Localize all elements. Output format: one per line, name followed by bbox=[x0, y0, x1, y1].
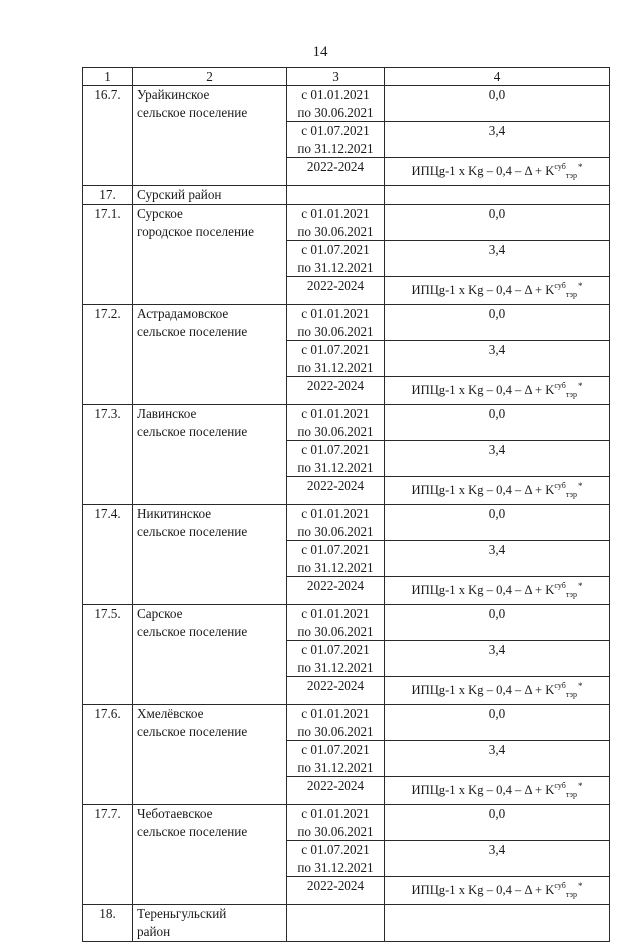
formula-asterisk: * bbox=[577, 581, 583, 591]
section-number: 17.4. bbox=[83, 505, 133, 605]
period-line: по 30.06.2021 bbox=[297, 523, 374, 539]
period-line: 2022-2024 bbox=[306, 159, 365, 174]
formula-main: ИПЦg-1 x Kg – 0,4 – Δ + K bbox=[411, 483, 555, 497]
page-number: 14 bbox=[312, 44, 328, 60]
column-header: 4 bbox=[385, 68, 610, 86]
formula-main: ИПЦg-1 x Kg – 0,4 – Δ + K bbox=[411, 164, 555, 178]
period-cell bbox=[287, 841, 385, 877]
formula-main: ИПЦg-1 x Kg – 0,4 – Δ + K bbox=[411, 383, 555, 397]
settlement-name bbox=[133, 805, 287, 905]
period-cell bbox=[287, 705, 385, 741]
table-row bbox=[83, 805, 610, 841]
formula-subscript: тэр bbox=[565, 590, 577, 599]
settlement-name bbox=[133, 205, 287, 305]
index-value: 3,4 bbox=[385, 122, 610, 158]
section-number: 17.6. bbox=[83, 705, 133, 805]
settlement-name bbox=[133, 605, 287, 705]
section-number: 17.7. bbox=[83, 805, 133, 905]
value-cell-empty bbox=[385, 905, 610, 942]
period-cell bbox=[287, 805, 385, 841]
formula-superscript: суб bbox=[554, 681, 566, 690]
formula-asterisk: * bbox=[577, 881, 583, 891]
period-line: по 31.12.2021 bbox=[297, 359, 374, 375]
period-cell bbox=[287, 205, 385, 241]
formula-asterisk: * bbox=[577, 381, 583, 391]
table-row bbox=[83, 305, 610, 341]
period-cell bbox=[287, 305, 385, 341]
period-cell bbox=[287, 122, 385, 158]
period-line: по 30.06.2021 bbox=[297, 104, 374, 120]
period-line: по 31.12.2021 bbox=[297, 559, 374, 575]
formula-main: ИПЦg-1 x Kg – 0,4 – Δ + K bbox=[411, 883, 555, 897]
index-value: 3,4 bbox=[385, 241, 610, 277]
name-line: Астрадамовское bbox=[137, 306, 229, 321]
period-line: с 01.07.2021 bbox=[301, 242, 370, 257]
district-name bbox=[133, 186, 287, 205]
name-line: сельское поселение bbox=[137, 324, 248, 339]
name-line: сельское поселение bbox=[137, 524, 248, 539]
formula-cell bbox=[385, 158, 610, 186]
name-line: Сурское bbox=[137, 206, 183, 221]
name-line: Сарское bbox=[137, 606, 183, 621]
index-value: 0,0 bbox=[385, 405, 610, 441]
index-value: 3,4 bbox=[385, 441, 610, 477]
period-cell bbox=[287, 677, 385, 705]
formula-main: ИПЦg-1 x Kg – 0,4 – Δ + K bbox=[411, 583, 555, 597]
formula-main: ИПЦg-1 x Kg – 0,4 – Δ + K bbox=[411, 783, 555, 797]
period-line: по 31.12.2021 bbox=[297, 140, 374, 156]
period-cell bbox=[287, 158, 385, 186]
period-line: с 01.07.2021 bbox=[301, 123, 370, 138]
period-cell bbox=[287, 405, 385, 441]
district-row bbox=[83, 186, 610, 205]
section-number: 17. bbox=[83, 186, 133, 205]
index-value: 0,0 bbox=[385, 505, 610, 541]
period-cell bbox=[287, 505, 385, 541]
name-line: Чеботаевское bbox=[137, 806, 213, 821]
index-value: 3,4 bbox=[385, 841, 610, 877]
formula-asterisk: * bbox=[577, 681, 583, 691]
index-value: 0,0 bbox=[385, 86, 610, 122]
formula-cell bbox=[385, 877, 610, 905]
section-number: 17.3. bbox=[83, 405, 133, 505]
name-line: Хмелёвское bbox=[137, 706, 204, 721]
tariff-table bbox=[82, 67, 610, 942]
period-line: 2022-2024 bbox=[306, 578, 365, 593]
table-row bbox=[83, 86, 610, 122]
index-value: 0,0 bbox=[385, 305, 610, 341]
period-line: 2022-2024 bbox=[306, 678, 365, 693]
section-number: 17.2. bbox=[83, 305, 133, 405]
period-line: 2022-2024 bbox=[306, 778, 365, 793]
header-row bbox=[83, 68, 610, 86]
name-line: Никитинское bbox=[137, 506, 212, 521]
formula-cell bbox=[385, 277, 610, 305]
name-line: сельское поселение bbox=[137, 424, 248, 439]
period-line: по 30.06.2021 bbox=[297, 323, 374, 339]
formula-cell bbox=[385, 777, 610, 805]
section-number: 17.1. bbox=[83, 205, 133, 305]
period-line: с 01.01.2021 bbox=[301, 406, 370, 421]
column-header: 3 bbox=[287, 68, 385, 86]
period-line: по 30.06.2021 bbox=[297, 723, 374, 739]
index-value: 3,4 bbox=[385, 641, 610, 677]
period-line: с 01.01.2021 bbox=[301, 806, 370, 821]
formula-superscript: суб bbox=[554, 481, 566, 490]
formula-cell bbox=[385, 577, 610, 605]
formula-subscript: тэр bbox=[565, 171, 577, 180]
formula-superscript: суб bbox=[554, 881, 566, 890]
period-cell bbox=[287, 277, 385, 305]
period-line: по 31.12.2021 bbox=[297, 859, 374, 875]
period-cell bbox=[287, 377, 385, 405]
period-line: с 01.07.2021 bbox=[301, 642, 370, 657]
formula-asterisk: * bbox=[577, 781, 583, 791]
index-value: 3,4 bbox=[385, 741, 610, 777]
formula-subscript: тэр bbox=[565, 690, 577, 699]
settlement-name bbox=[133, 505, 287, 605]
name-line: Лавинское bbox=[137, 406, 197, 421]
formula-subscript: тэр bbox=[565, 890, 577, 899]
settlement-name bbox=[133, 705, 287, 805]
settlement-name bbox=[133, 405, 287, 505]
formula-cell bbox=[385, 677, 610, 705]
period-line: 2022-2024 bbox=[306, 378, 365, 393]
period-cell bbox=[287, 877, 385, 905]
period-line: с 01.01.2021 bbox=[301, 606, 370, 621]
formula-superscript: суб bbox=[554, 381, 566, 390]
formula-main: ИПЦg-1 x Kg – 0,4 – Δ + K bbox=[411, 683, 555, 697]
period-line: с 01.07.2021 bbox=[301, 742, 370, 757]
formula-asterisk: * bbox=[577, 162, 583, 172]
section-number: 16.7. bbox=[83, 86, 133, 186]
period-line: по 31.12.2021 bbox=[297, 459, 374, 475]
period-cell bbox=[287, 577, 385, 605]
settlement-name bbox=[133, 86, 287, 186]
period-line: с 01.01.2021 bbox=[301, 306, 370, 321]
period-line: по 31.12.2021 bbox=[297, 259, 374, 275]
formula-subscript: тэр bbox=[565, 490, 577, 499]
period-line: с 01.01.2021 bbox=[301, 87, 370, 102]
index-value: 3,4 bbox=[385, 341, 610, 377]
formula-subscript: тэр bbox=[565, 390, 577, 399]
period-line: с 01.07.2021 bbox=[301, 842, 370, 857]
district-row bbox=[83, 905, 610, 942]
period-line: с 01.07.2021 bbox=[301, 542, 370, 557]
index-value: 0,0 bbox=[385, 605, 610, 641]
period-line: по 31.12.2021 bbox=[297, 759, 374, 775]
index-value: 3,4 bbox=[385, 541, 610, 577]
formula-asterisk: * bbox=[577, 281, 583, 291]
formula-superscript: суб bbox=[554, 781, 566, 790]
table-row bbox=[83, 705, 610, 741]
period-cell bbox=[287, 605, 385, 641]
table-row bbox=[83, 605, 610, 641]
formula-cell bbox=[385, 477, 610, 505]
period-line: по 30.06.2021 bbox=[297, 623, 374, 639]
period-line: по 30.06.2021 bbox=[297, 223, 374, 239]
period-line: по 30.06.2021 bbox=[297, 823, 374, 839]
table-row bbox=[83, 505, 610, 541]
section-number: 17.5. bbox=[83, 605, 133, 705]
formula-subscript: тэр bbox=[565, 290, 577, 299]
period-line: 2022-2024 bbox=[306, 478, 365, 493]
formula-subscript: тэр bbox=[565, 790, 577, 799]
formula-superscript: суб bbox=[554, 162, 566, 171]
name-line: сельское поселение bbox=[137, 724, 248, 739]
section-number: 18. bbox=[83, 905, 133, 942]
period-cell bbox=[287, 241, 385, 277]
period-cell bbox=[287, 541, 385, 577]
formula-main: ИПЦg-1 x Kg – 0,4 – Δ + K bbox=[411, 283, 555, 297]
period-line: с 01.01.2021 bbox=[301, 706, 370, 721]
period-line: с 01.07.2021 bbox=[301, 342, 370, 357]
period-cell bbox=[287, 641, 385, 677]
period-line: 2022-2024 bbox=[306, 278, 365, 293]
period-cell bbox=[287, 341, 385, 377]
period-line: с 01.01.2021 bbox=[301, 206, 370, 221]
period-cell bbox=[287, 441, 385, 477]
name-line: Урайкинское bbox=[137, 87, 210, 102]
formula-superscript: суб bbox=[554, 581, 566, 590]
period-cell bbox=[287, 741, 385, 777]
name-line: сельское поселение bbox=[137, 105, 248, 120]
period-cell-empty bbox=[287, 905, 385, 942]
table-row bbox=[83, 205, 610, 241]
name-line: городское поселение bbox=[137, 224, 254, 239]
settlement-name bbox=[133, 305, 287, 405]
period-cell bbox=[287, 86, 385, 122]
column-header: 1 bbox=[83, 68, 133, 86]
value-cell-empty bbox=[385, 186, 610, 205]
name-line: Тереньгульский bbox=[137, 906, 227, 921]
period-line: с 01.07.2021 bbox=[301, 442, 370, 457]
period-line: по 31.12.2021 bbox=[297, 659, 374, 675]
name-line: район bbox=[137, 924, 171, 939]
period-cell bbox=[287, 477, 385, 505]
period-cell-empty bbox=[287, 186, 385, 205]
formula-superscript: суб bbox=[554, 281, 566, 290]
name-line: сельское поселение bbox=[137, 624, 248, 639]
formula-asterisk: * bbox=[577, 481, 583, 491]
name-line: Сурский район bbox=[137, 187, 222, 202]
index-value: 0,0 bbox=[385, 805, 610, 841]
name-line: сельское поселение bbox=[137, 824, 248, 839]
period-line: 2022-2024 bbox=[306, 878, 365, 893]
index-value: 0,0 bbox=[385, 705, 610, 741]
district-name bbox=[133, 905, 287, 942]
formula-cell bbox=[385, 377, 610, 405]
column-header: 2 bbox=[133, 68, 287, 86]
index-value: 0,0 bbox=[385, 205, 610, 241]
period-cell bbox=[287, 777, 385, 805]
table-row bbox=[83, 405, 610, 441]
period-line: с 01.01.2021 bbox=[301, 506, 370, 521]
period-line: по 30.06.2021 bbox=[297, 423, 374, 439]
